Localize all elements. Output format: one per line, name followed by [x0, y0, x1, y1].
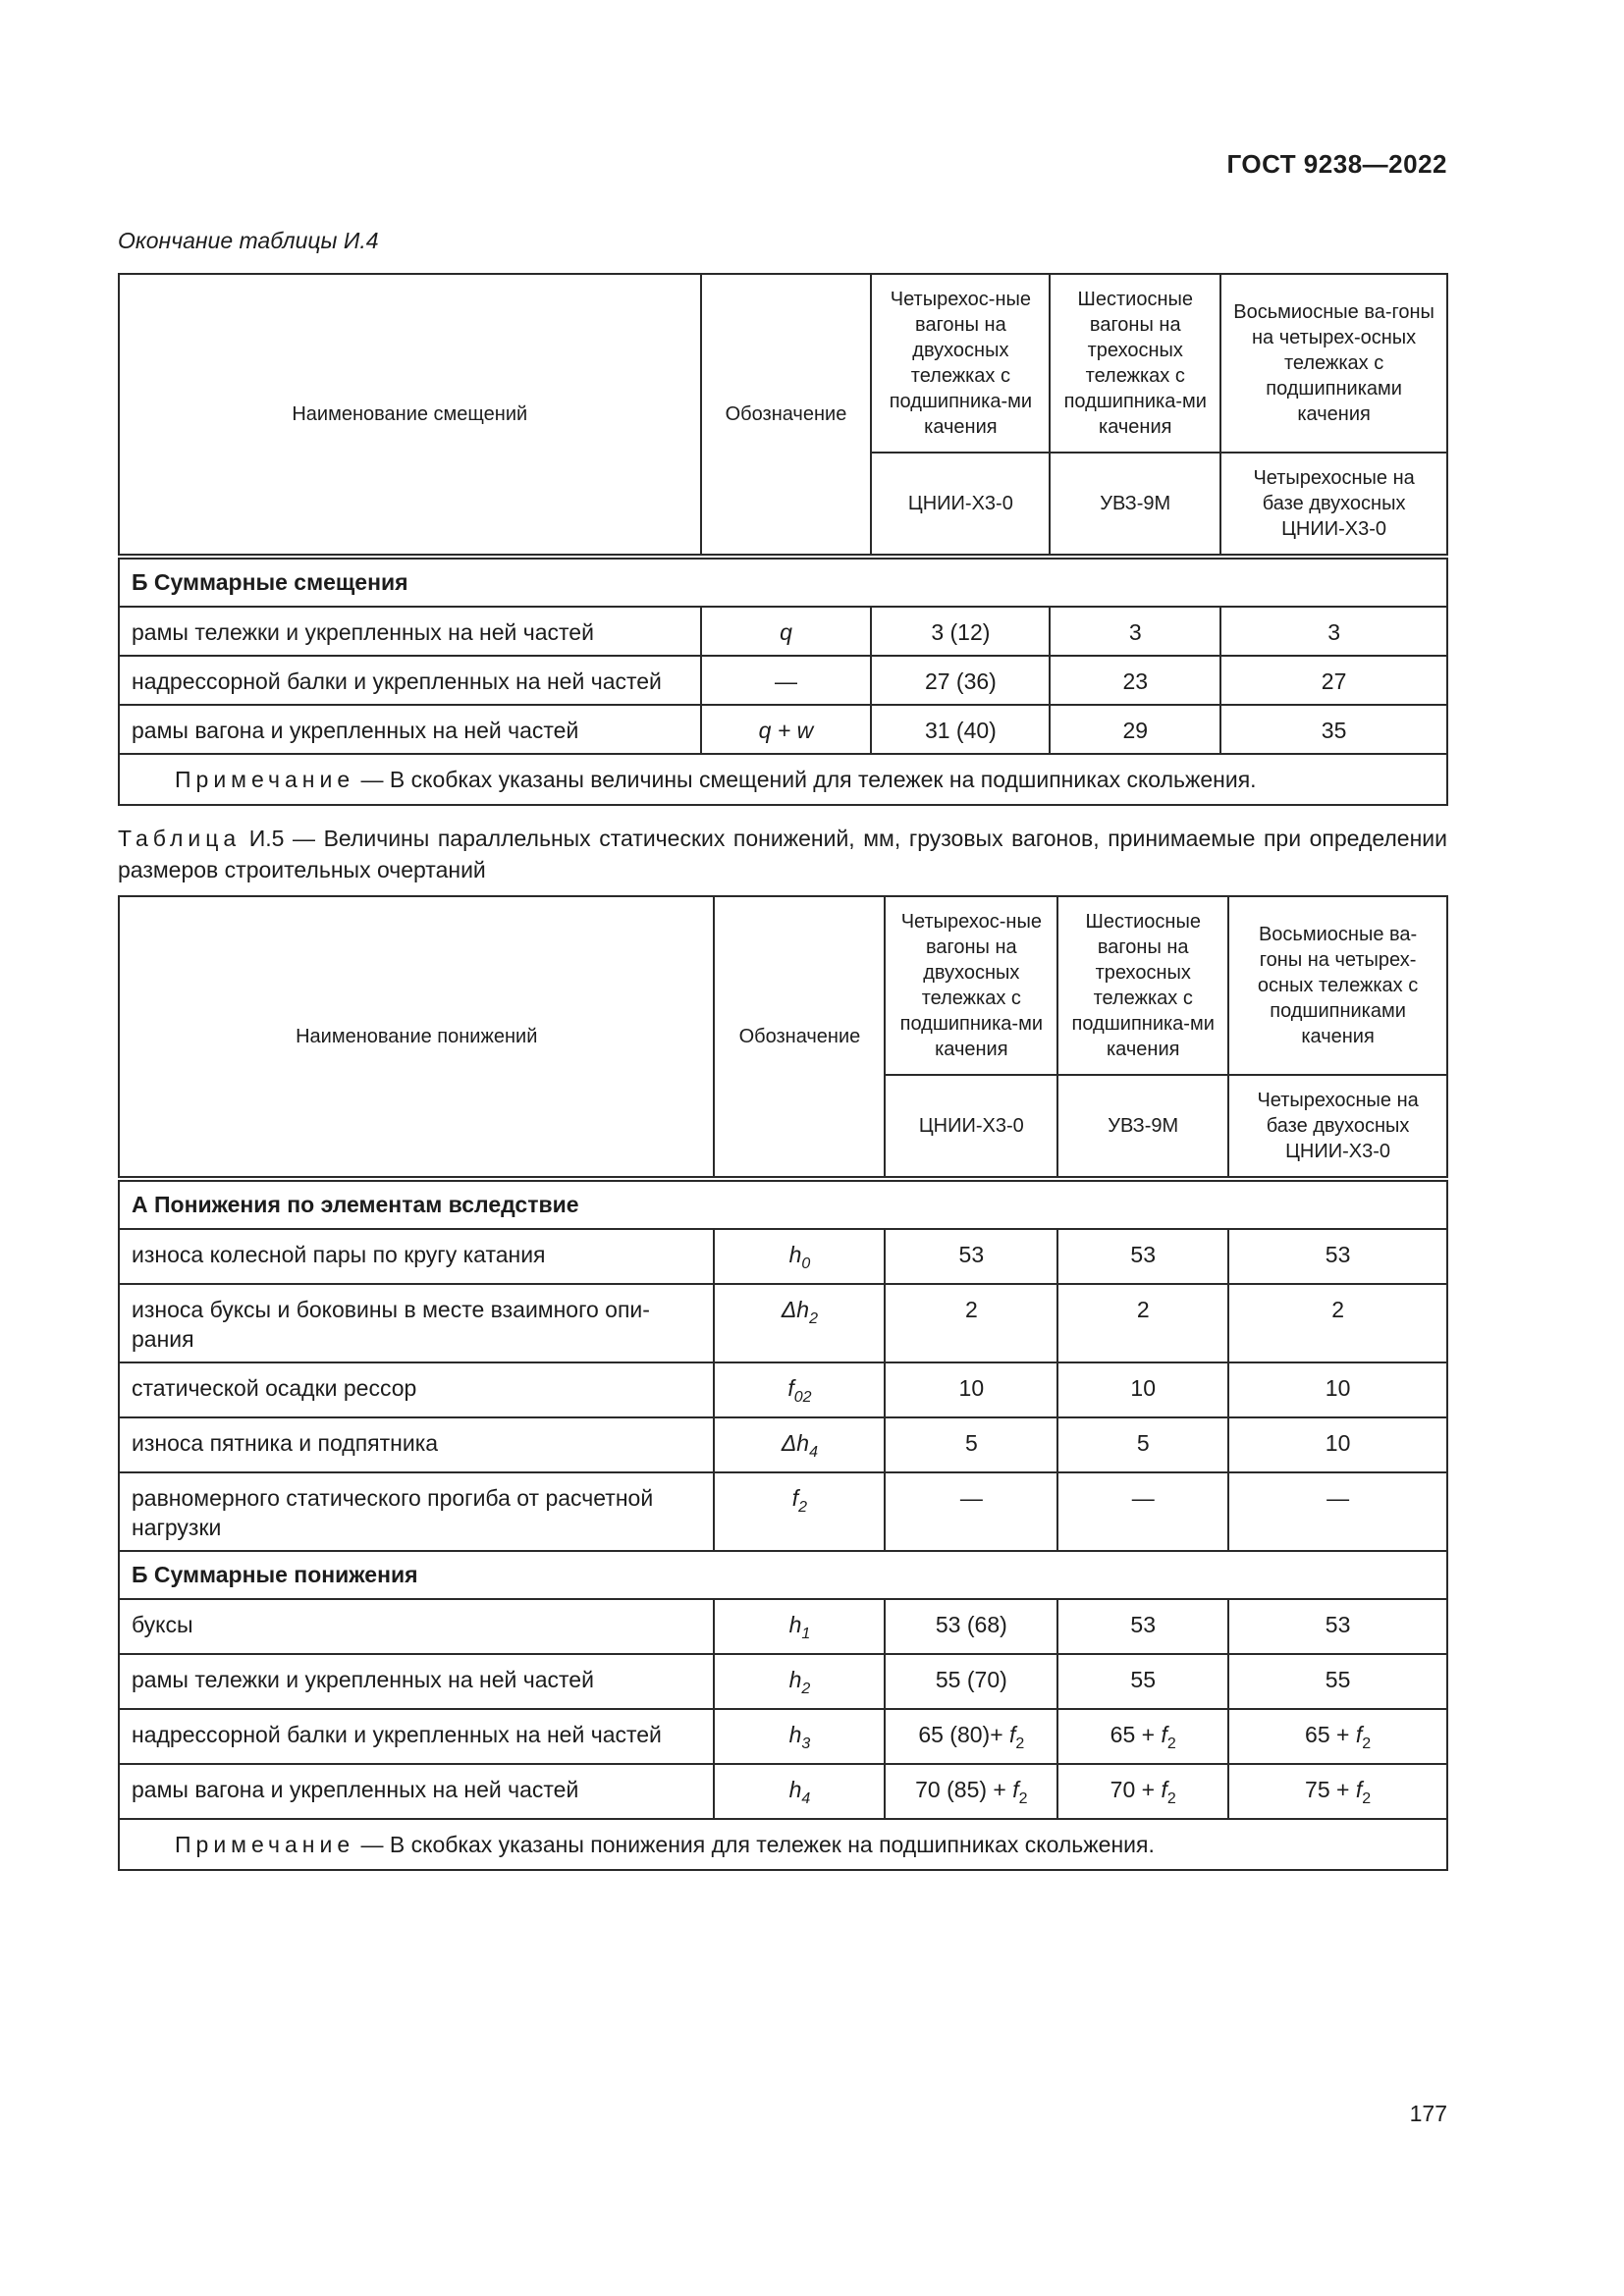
- row-symbol: $f_{02}$: [714, 1362, 885, 1417]
- row-value-2: 55: [1057, 1654, 1228, 1709]
- row-value-1: 65 $(80)+ f_2$: [885, 1709, 1057, 1764]
- column-header-eight-axle: Восьмиосные ва-гоны на четырех-осных тележках с подшипниками качения: [1228, 896, 1447, 1075]
- column-header-designation: Обозначение: [714, 896, 885, 1179]
- row-value-2: 23: [1050, 656, 1220, 705]
- row-symbol: $\Delta h_4$: [714, 1417, 885, 1472]
- bogie-type-1: ЦНИИ-Х3-0: [885, 1075, 1057, 1179]
- column-header-name: Наименование смещений: [119, 274, 701, 557]
- row-value-3: 3: [1220, 607, 1447, 656]
- row-symbol: $h_0$: [714, 1229, 885, 1284]
- column-header-six-axle: Шестиосные вагоны на трехосных тележках с подшипника-ми качения: [1057, 896, 1228, 1075]
- table-header-row: [119, 896, 1447, 1075]
- row-name: буксы: [119, 1599, 714, 1654]
- bogie-type-2: УВЗ-9М: [1057, 1075, 1228, 1179]
- row-name: равномерного статического прогиба от расчетной нагрузки: [119, 1472, 714, 1551]
- row-value-3: 53: [1228, 1229, 1447, 1284]
- table-i5: [118, 895, 1448, 1871]
- note-row: [119, 754, 1447, 805]
- row-value-1: —: [885, 1472, 1057, 1551]
- row-value-1: 70 $(85) + f_2$: [885, 1764, 1057, 1819]
- row-value-1: 31 (40): [871, 705, 1050, 754]
- caption-text: И.5 — Величины параллельных статических понижений, мм, грузовых вагонов, принимаемые при определении размеров строительных очертаний: [118, 826, 1447, 882]
- row-value-2: —: [1057, 1472, 1228, 1551]
- row-symbol: $h_1$: [714, 1599, 885, 1654]
- column-header-six-axle: Шестиосные вагоны на трехосных тележках с подшипника-ми качения: [1050, 274, 1220, 453]
- row-value-2: 3: [1050, 607, 1220, 656]
- section-row: [119, 1179, 1447, 1229]
- row-value-2: 53: [1057, 1229, 1228, 1284]
- row-value-3: 10: [1228, 1362, 1447, 1417]
- bogie-type-3: Четырехосные на базе двухосных ЦНИИ-Х3-0: [1228, 1075, 1447, 1179]
- bogie-type-3: Четырехосные на базе двухосных ЦНИИ-Х3-0: [1220, 453, 1447, 557]
- row-value-3: 55: [1228, 1654, 1447, 1709]
- row-symbol: $h_4$: [714, 1764, 885, 1819]
- row-value-2: $70 + f_2$: [1057, 1764, 1228, 1819]
- row-name: рамы тележки и укрепленных на ней частей: [119, 607, 701, 656]
- table-header-row: [119, 274, 1447, 453]
- note-text: — В скобках указаны величины смещений для тележек на подшипниках скольжения.: [354, 767, 1257, 792]
- row-name: износа буксы и боковины в месте взаимного опи-рания: [119, 1284, 714, 1362]
- row-name: износа колесной пары по кругу катания: [119, 1229, 714, 1284]
- row-value-2: 29: [1050, 705, 1220, 754]
- row-name: надрессорной балки и укрепленных на ней частей: [119, 1709, 714, 1764]
- table-row: [119, 1362, 1447, 1417]
- column-header-four-axle: Четырехос-ные вагоны на двухосных тележках с подшипника-ми качения: [871, 274, 1050, 453]
- row-value-3: —: [1228, 1472, 1447, 1551]
- table-row: [119, 705, 1447, 754]
- row-value-1: 27 (36): [871, 656, 1050, 705]
- row-name: рамы вагона и укрепленных на ней частей: [119, 1764, 714, 1819]
- table-i4: [118, 273, 1448, 806]
- row-name: статической осадки рессор: [119, 1362, 714, 1417]
- row-name: надрессорной балки и укрепленных на ней частей: [119, 656, 701, 705]
- row-symbol: $f_2$: [714, 1472, 885, 1551]
- section-row: [119, 1551, 1447, 1599]
- bogie-type-2: УВЗ-9М: [1050, 453, 1220, 557]
- note-text: — В скобках указаны понижения для тележек на подшипниках скольжения.: [354, 1832, 1155, 1857]
- row-value-1: 53 (68): [885, 1599, 1057, 1654]
- section-title: Б Суммарные смещения: [119, 557, 1447, 607]
- table-row: [119, 1764, 1447, 1819]
- table-continuation-caption: Окончание таблицы И.4: [118, 228, 379, 253]
- row-value-2: 5: [1057, 1417, 1228, 1472]
- table-note: [119, 754, 1447, 805]
- table-row: [119, 1654, 1447, 1709]
- row-value-3: $75 + f_2$: [1228, 1764, 1447, 1819]
- note-label: Примечание: [175, 1832, 355, 1857]
- row-value-3: 10: [1228, 1417, 1447, 1472]
- table-row: [119, 1599, 1447, 1654]
- row-value-2: 10: [1057, 1362, 1228, 1417]
- row-value-1: 53: [885, 1229, 1057, 1284]
- row-name: рамы вагона и укрепленных на ней частей: [119, 705, 701, 754]
- row-value-3: 53: [1228, 1599, 1447, 1654]
- table-i5-caption: [118, 823, 1447, 885]
- row-symbol: $h_2$: [714, 1654, 885, 1709]
- row-value-3: 27: [1220, 656, 1447, 705]
- table-row: [119, 607, 1447, 656]
- section-row: [119, 557, 1447, 607]
- row-value-3: $65 + f_2$: [1228, 1709, 1447, 1764]
- row-symbol: —: [701, 656, 872, 705]
- table-row: [119, 1229, 1447, 1284]
- row-value-1: 2: [885, 1284, 1057, 1362]
- row-name: износа пятника и подпятника: [119, 1417, 714, 1472]
- row-value-2: 53: [1057, 1599, 1228, 1654]
- note-row: [119, 1819, 1447, 1870]
- table-row: [119, 1417, 1447, 1472]
- column-header-four-axle: Четырехос-ные вагоны на двухосных тележках с подшипника-ми качения: [885, 896, 1057, 1075]
- bogie-type-1: ЦНИИ-Х3-0: [871, 453, 1050, 557]
- row-symbol: q + w: [701, 705, 872, 754]
- row-value-1: 10: [885, 1362, 1057, 1417]
- row-symbol: q: [701, 607, 872, 656]
- column-header-eight-axle: Восьмиосные ва-гоны на четырех-осных тележках с подшипниками качения: [1220, 274, 1447, 453]
- table-row: [119, 1472, 1447, 1551]
- table-row: [119, 656, 1447, 705]
- caption-label: Таблица: [118, 826, 242, 851]
- row-value-1: 5: [885, 1417, 1057, 1472]
- table-row: [119, 1709, 1447, 1764]
- row-value-3: 2: [1228, 1284, 1447, 1362]
- row-value-3: 35: [1220, 705, 1447, 754]
- row-value-2: $65 + f_2$: [1057, 1709, 1228, 1764]
- column-header-designation: Обозначение: [701, 274, 872, 557]
- row-value-1: 55 (70): [885, 1654, 1057, 1709]
- row-symbol: $h_3$: [714, 1709, 885, 1764]
- row-value-1: 3 (12): [871, 607, 1050, 656]
- column-header-name: Наименование понижений: [119, 896, 714, 1179]
- row-symbol: $\Delta h_2$: [714, 1284, 885, 1362]
- table-row: [119, 1284, 1447, 1362]
- page-number: 177: [1409, 2101, 1447, 2126]
- note-label: Примечание: [175, 767, 355, 792]
- table-note: [119, 1819, 1447, 1870]
- row-value-2: 2: [1057, 1284, 1228, 1362]
- document-code: ГОСТ 9238—2022: [1226, 149, 1447, 179]
- row-name: рамы тележки и укрепленных на ней частей: [119, 1654, 714, 1709]
- section-title: А Понижения по элементам вследствие: [119, 1179, 1447, 1229]
- section-title: Б Суммарные понижения: [119, 1551, 1447, 1599]
